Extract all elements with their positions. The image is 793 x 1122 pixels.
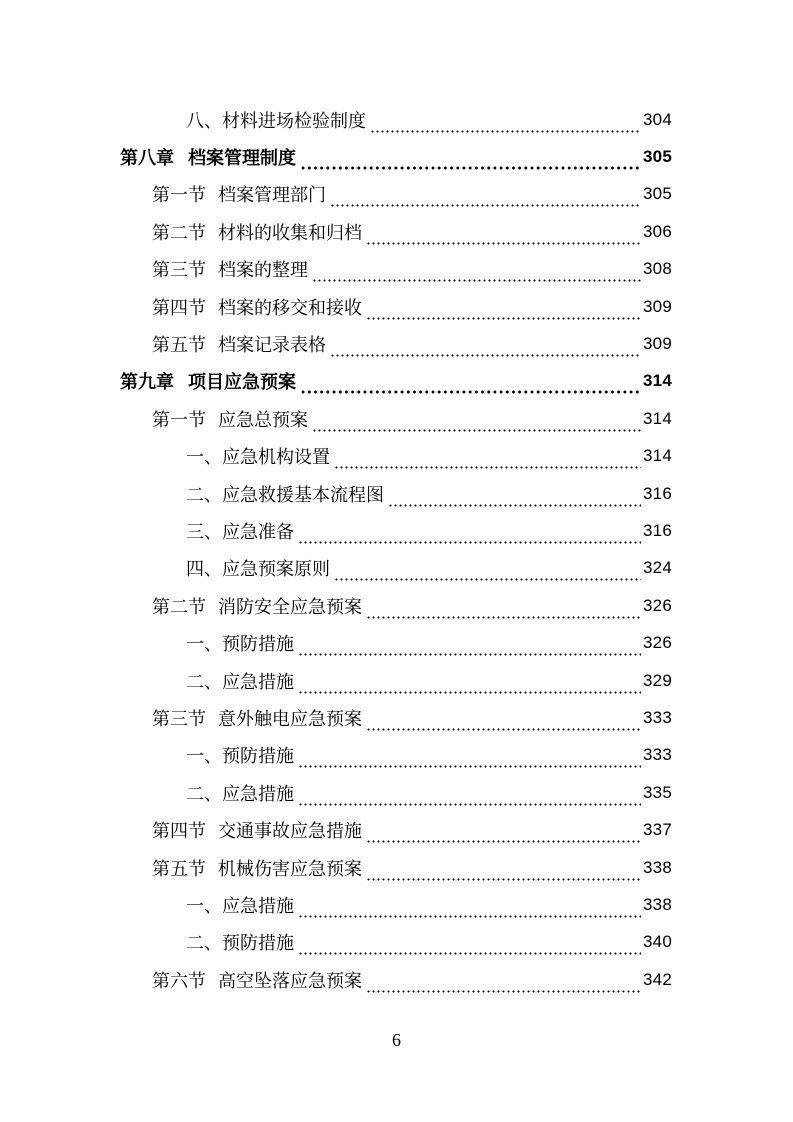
toc-entry-title [152,705,362,731]
dot-leader [366,601,641,619]
toc-entry-text: 应急措施 [222,671,294,693]
toc-entry-text: 材料进场检验制度 [222,110,366,132]
toc-page-number: 326 [643,633,672,653]
toc-entry-title [152,181,326,207]
table-of-contents [0,101,793,998]
toc-page-number: 309 [643,296,672,316]
toc-page-number: 305 [643,184,672,204]
toc-entry-title [152,294,362,320]
toc-chapter-entry[interactable] [0,363,793,400]
dot-leader [366,713,641,731]
toc-entry-title [186,780,294,806]
toc-section-entry[interactable] [0,213,793,250]
toc-entry-text: 机械伤害应急预案 [218,858,362,880]
toc-page-number: 316 [643,483,672,503]
toc-section-entry[interactable] [0,587,793,624]
toc-entry-title [120,144,296,170]
toc-subsection-entry[interactable] [0,924,793,961]
toc-entry-number: 第一节 [152,185,206,207]
toc-entry-number: 第九章 [120,372,174,394]
toc-entry-text: 意外触电应急预案 [218,708,362,730]
toc-section-entry[interactable] [0,961,793,998]
toc-page-number: 305 [643,147,672,167]
toc-page-number: 308 [643,259,672,279]
toc-entry-text: 预防措施 [222,933,294,955]
toc-entry-title [186,742,294,768]
toc-entry-number: 二、 [186,933,222,955]
toc-subsection-entry[interactable] [0,438,793,475]
toc-page-number: 338 [643,857,672,877]
toc-entry-number: 第二节 [152,222,206,244]
toc-page-number: 340 [643,932,672,952]
toc-subsection-entry[interactable] [0,662,793,699]
toc-page-number: 333 [643,707,672,727]
toc-entry-number: 第四节 [152,821,206,843]
dot-leader [330,189,641,207]
toc-entry-number: 八、 [186,110,222,132]
toc-section-entry[interactable] [0,325,793,362]
toc-entry-text: 应急措施 [222,783,294,805]
toc-entry-text: 应急总预案 [218,409,308,431]
toc-entry-title [152,967,362,993]
toc-entry-title [186,892,294,918]
toc-entry-number: 第三节 [152,708,206,730]
toc-page-number: 333 [643,745,672,765]
toc-entry-title [186,929,294,955]
toc-entry-title [152,817,362,843]
toc-entry-number: 二、 [186,783,222,805]
toc-page-number: 314 [643,408,672,428]
toc-entry-text: 预防措施 [222,746,294,768]
toc-entry-title [186,555,330,581]
toc-page-number: 309 [643,334,672,354]
toc-page-number: 306 [643,221,672,241]
dot-leader [366,863,641,881]
toc-entry-number: 第五节 [152,335,206,357]
dot-leader [370,115,641,133]
toc-entry-text: 档案的整理 [218,260,308,282]
toc-page-number: 316 [643,520,672,540]
toc-entry-text: 交通事故应急措施 [218,821,362,843]
toc-subsection-entry[interactable] [0,550,793,587]
toc-entry-text: 消防安全应急预案 [218,596,362,618]
dot-leader [298,900,641,918]
toc-entry-number: 第二节 [152,596,206,618]
dot-leader [334,451,641,469]
dot-leader [298,638,641,656]
dot-leader [334,563,641,581]
toc-entry-text: 应急措施 [222,895,294,917]
dot-leader [298,526,641,544]
toc-entry-title [152,406,308,432]
toc-section-entry[interactable] [0,176,793,213]
toc-subsection-entry[interactable] [0,512,793,549]
toc-page-number: 335 [643,782,672,802]
toc-section-entry[interactable] [0,849,793,886]
toc-page-number: 337 [643,820,672,840]
toc-entry-title [152,219,362,245]
dot-leader [312,264,641,282]
toc-entry-title [152,593,362,619]
toc-entry-text: 材料的收集和归档 [218,222,362,244]
toc-entry-text: 档案的移交和接收 [218,297,362,319]
toc-page-number: 342 [643,969,672,989]
toc-entry-number: 第三节 [152,260,206,282]
dot-leader [298,788,641,806]
toc-subsection-entry[interactable] [0,774,793,811]
toc-entry-text: 档案管理部门 [218,185,326,207]
toc-entry-title [186,630,294,656]
toc-entry-number: 第五节 [152,858,206,880]
toc-subsection-entry[interactable] [0,886,793,923]
toc-entry-title [152,256,308,282]
toc-entry-title [186,518,294,544]
toc-page-number: 324 [643,558,672,578]
dot-leader [330,339,641,357]
dot-leader [366,825,641,843]
toc-entry-title [152,855,362,881]
toc-entry-text: 应急预案原则 [222,559,330,581]
toc-page-number: 326 [643,595,672,615]
toc-entry-title [186,481,384,507]
dot-leader [388,489,641,507]
toc-entry-text: 高空坠落应急预案 [218,970,362,992]
toc-section-entry[interactable] [0,699,793,736]
toc-entry-title [186,668,294,694]
toc-entry-title [186,443,330,469]
dot-leader [298,676,641,694]
toc-entry-text: 预防措施 [222,634,294,656]
toc-page-number: 338 [643,894,672,914]
dot-leader [298,937,641,955]
toc-entry-number: 第六节 [152,970,206,992]
toc-entry-number: 二、 [186,671,222,693]
toc-section-entry[interactable] [0,811,793,848]
toc-section-entry[interactable] [0,251,793,288]
toc-entry-number: 一、 [186,895,222,917]
dot-leader [298,750,641,768]
toc-entry-number: 三、 [186,521,222,543]
dot-leader [366,975,641,993]
toc-page-number: 304 [643,109,672,129]
toc-chapter-entry[interactable] [0,138,793,175]
dot-leader [366,227,641,245]
dot-leader [300,376,641,394]
toc-entry-number: 第四节 [152,297,206,319]
toc-entry-title [120,368,296,394]
toc-subsection-entry[interactable] [0,737,793,774]
toc-section-entry[interactable] [0,288,793,325]
toc-entry-text: 档案记录表格 [218,335,326,357]
toc-entry-number: 一、 [186,746,222,768]
toc-page-number: 314 [643,446,672,466]
toc-subsection-entry[interactable] [0,101,793,138]
toc-entry-number: 第八章 [120,148,174,170]
toc-entry-number: 四、 [186,559,222,581]
toc-page-number: 329 [643,670,672,690]
toc-entry-text: 应急救援基本流程图 [222,484,384,506]
toc-entry-text: 档案管理制度 [188,148,296,170]
toc-entry-text: 应急机构设置 [222,447,330,469]
toc-entry-text: 项目应急预案 [188,372,296,394]
toc-entry-text: 应急准备 [222,521,294,543]
toc-entry-title [152,331,326,357]
dot-leader [300,152,641,170]
toc-subsection-entry[interactable] [0,624,793,661]
toc-subsection-entry[interactable] [0,475,793,512]
toc-page-number: 314 [643,371,672,391]
toc-entry-number: 二、 [186,484,222,506]
dot-leader [312,414,641,432]
toc-entry-number: 一、 [186,634,222,656]
toc-entry-title [186,107,366,133]
dot-leader [366,302,641,320]
toc-section-entry[interactable] [0,400,793,437]
page-number: 6 [392,1030,401,1050]
toc-entry-number: 第一节 [152,409,206,431]
toc-entry-number: 一、 [186,447,222,469]
